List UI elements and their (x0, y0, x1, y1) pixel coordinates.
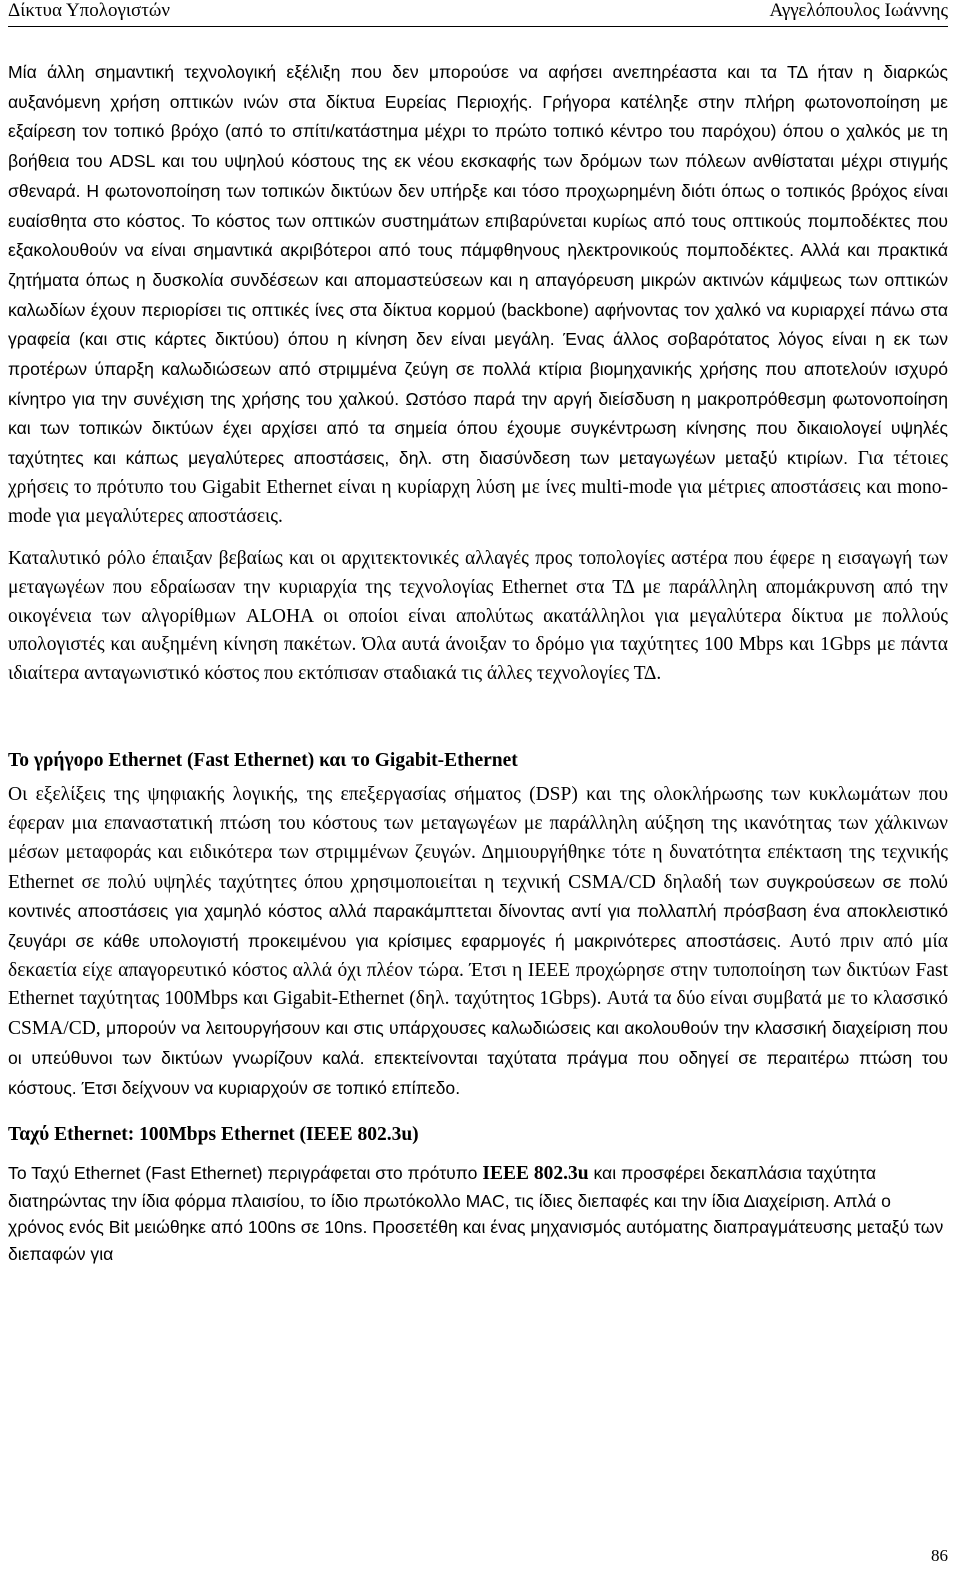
page-content (8, 58, 948, 1268)
section-title-fast-ethernet: Ταχύ Ethernet: 100Mbps Ethernet (IEEE 802.3u) (8, 1124, 419, 1146)
paragraph-fast-ethernet (8, 1160, 948, 1268)
header-left-title: Δίκτυα Υπολογιστών (8, 0, 170, 21)
paragraph-optical-fiber (8, 58, 948, 531)
page-header (8, 0, 948, 27)
heading-gap-2 (8, 1150, 948, 1160)
paragraph-fast-gigabit-seg1: Οι εξελίξεις της ψηφιακής λογικής, της επεξεργασίας σήματος (DSP) και της ολοκλήρωσης των κυκλωμάτων που έφεραν μια επαναστατική πτώση του κόστους των μεταγωγέων με παράλληλη αύξηση της ικανότητας των χάλκινων μέσων μεταφοράς και ειδικότερα των στριμμένων ζευγών. Δημιουργήθηκε τότε η δυνατότητα επέκταση της τεχνικής Ethernet σε πολύ υψηλές ταχύτητες όπου χρησιμοποιείται η τεχνική CSMA/CD δηλαδή των (8, 784, 948, 893)
paragraph-fast-gigabit (8, 781, 948, 1103)
paragraph-gap (8, 531, 948, 545)
paragraph-star-topology: Καταλυτικό ρόλο έπαιξαν βεβαίως και οι αρχιτεκτονικές αλλαγές προς τοπολογίες αστέρα που έφερε η εισαγωγή των μεταγωγέων που εδραίωσαν την κυριαρχία της τεχνολογίας Ethernet στα ΤΔ με παράλληλη απομάκρυνση από την οικογένεια των αλγορίθμων ALOHA οι οποίοι είναι απολύτως ακατάλληλοι για μεγαλύτερα δίκτυα με πολλούς υπολογιστές και αυξημένη κίνηση πακέτων. Όλα αυτά άνοιξαν το δρόμο για ταχύτητες 100 Mbps και 1Gbps με πάντα ιδιαίτερα ανταγωνιστικό κόστος που εκτόπισαν σταδιακά τις άλλες τεχνολογίες ΤΔ. (8, 548, 948, 685)
header-right-author: Αγγελόπουλος Ιωάννης (769, 0, 948, 21)
section-gap (8, 689, 948, 747)
paragraph-fast-gigabit-seg4: μπορούν να λειτουργήσουν και στις υπάρχουσες καλωδιώσεις και ακολουθούν την κλασσική διαχείριση που οι υπεύθυνοι των δικτύων γνωρίζουν καλά. επεκτείνονται ταχύτατα πράγμα που οδηγεί σε περαιτέρω πτώση του κόστους. Έτσι δείχνουν να κυριαρχούν σε τοπικό επίπεδο. (8, 1018, 948, 1098)
paragraph-fast-ethernet-start: Το Ταχύ Ethernet (Fast Ethernet) περιγράφεται στο πρότυπο (8, 1162, 483, 1183)
page-number: 86 (931, 1546, 948, 1565)
section-title-fast-gigabit: Το γρήγορο Ethernet (Fast Ethernet) και το Gigabit-Ethernet (8, 749, 518, 771)
paragraph-optical-fiber-end: Για τέτοιες χρήσεις το πρότυπο του Gigabit Ethernet είναι η κυρίαρχη λύση με ίνες multi-mode για μέτριες αποστάσεις και mono-mode για μεγαλύτερες αποστάσεις. (8, 448, 948, 527)
paragraph-fast-gigabit-seg3: Αυτό πριν από μία δεκαετία είχε απαγορευτικό κόστος αλλά όχι πλέον τώρα. Έτσι η IEEE προχώρησε στην τυποποίηση των δικτύων Fast Ethernet ταχύτητας 100Mbps και Gigabit-Ethernet (δηλ. ταχύτητος 1Gbps). Αυτά τα δύο είναι συμβατά με το κλασσικό CSMA/CD, (8, 930, 949, 1040)
paragraph-fast-ethernet-rest: και προσφέρει δεκαπλάσια ταχύτητα διατηρώντας την ίδια φόρμα πλαισίου, το ίδιο πρωτόκολλο MAC, τις ίδιες διεπαφές και την ίδια Διαχείριση. Απλά ο χρόνος ενός Bit μειώθηκε από 100ns σε 10ns. Προσετέθη και ένας μηχανισμός αυτόματης διαπραγμάτευσης μεταξύ των διεπαφών για (8, 1162, 944, 1265)
standard-name: IEEE 802.3u (482, 1162, 589, 1184)
section-gap-2 (8, 1103, 948, 1121)
paragraph-optical-fiber-main: Μία άλλη σημαντική τεχνολογική εξέλιξη που δεν μπορούσε να αφήσει ανεπηρέαστα και τα ΤΔ ήταν η διαρκώς αυξανόμενη χρήση οπτικών ινών στα δίκτυα Ευρείας Περιοχής. Γρήγορα κατέληξε στην πλήρη φωτονοποίηση με εξαίρεση τον τοπικό βρόχο (από το σπίτι/κατάστημα μέχρι το πρώτο τοπικό κέντρο του παρόχου) όπου ο χαλκός με τη βοήθεια του ADSL και του υψηλού κόστους της εκ νέου εκσκαφής των δρόμων των πόλεων ανθίσταται μέχρι στιγμής σθεναρά. Η φωτονοποίηση των τοπικών δικτύων δεν υπήρξε και τόσο προχωρημένη διότι όπως ο τοπικός βρόχος είναι ευαίσθητα στο κόστος. Το κόστος των οπτικών συστημάτων επιβαρύνεται κυρίως από τους οπτικούς πομποδέκτες που εξακολουθούν να είναι σημαντικά ακριβότεροι από τους πάμφθηνους ηλεκτρονικούς πομποδέκτες. Αλλά και πρακτικά ζητήματα όπως η δυσκολία συνδέσεων και απομαστεύσεων και η απαγόρευση μικρών ακτινών κάμψεως των οπτικών καλωδίων έχουν περιορίσει τις οπτικές ίνες στα δίκτυα κορμού (backbone) αφήνοντας τον χαλκό να κυριαρχεί πάνω στα γραφεία (και στις κάρτες δικτύου) όπου η κίνηση δεν είναι μεγάλη. Ένας άλλος σοβαρότατος λόγος είναι η εκ των προτέρων ύπαρξη καλωδιώσεων από στριμμένα ζεύγη σε πολλά κτίρια βιομηχανικής χρήσης που αποτελούν ισχυρό κίνητρο για την συνέχιση της χρήσης του χαλκού. Ωστόσο παρά την αργή διείσδυση η μακροπρόθεσμη φωτονοποίηση και των τοπικών δικτύων έχει αρχίσει από τα σημεία όπου έχουμε συγκέντρωση κίνησης που δικαιολογεί υψηλές ταχύτητες και κάπως μεγαλύτερες αποστάσεις, δηλ. στη διασύνδεση των μεταγωγέων μεταξύ κτιρίων. (8, 62, 948, 469)
paragraph-fast-gigabit-seg2: συγκρούσεων σε πολύ κοντινές αποστάσεις για χαμηλό κόστος αλλά παρακάμπτεται δίνοντας αντί για πολλαπλή πρόσβαση ένα αποκλειστικό ζευγάρι σε κάθε υπολογιστή προκειμένου για κρίσιμες εφαρμογές ή μακρινότερες αποστάσεις. (8, 871, 948, 951)
